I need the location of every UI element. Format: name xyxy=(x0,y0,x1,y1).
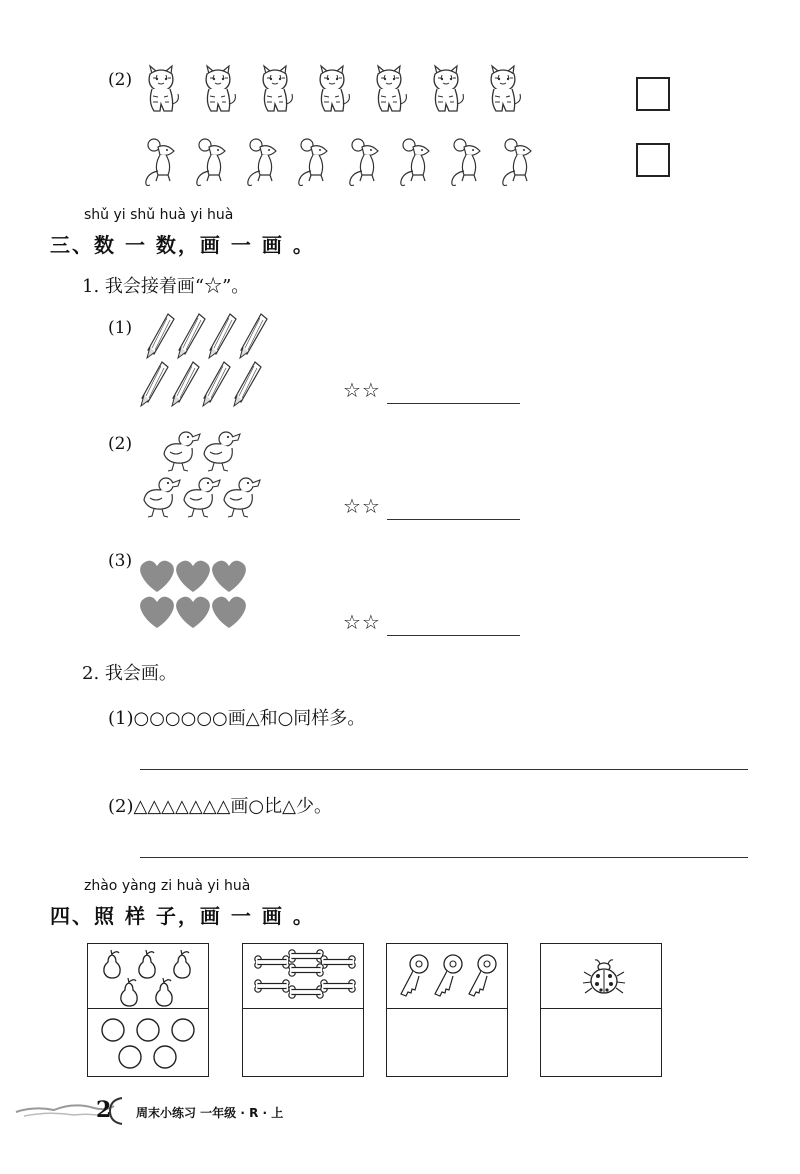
item1-label: (1) xyxy=(108,318,133,338)
ladybug-icon xyxy=(581,958,627,1002)
heart-icon xyxy=(212,561,246,592)
item3-stars: ☆☆ xyxy=(343,610,381,634)
key-group xyxy=(393,950,503,1006)
key-icon xyxy=(401,955,428,996)
tiger-count-box[interactable] xyxy=(636,77,670,111)
key-icon xyxy=(469,955,496,996)
mouse-row xyxy=(140,135,540,187)
mouse-icon xyxy=(452,139,480,186)
drawing-card-keys[interactable] xyxy=(386,943,508,1077)
comparison-label: (2) xyxy=(108,70,133,90)
tiger-icon xyxy=(320,66,349,111)
mouse-icon xyxy=(146,139,174,186)
tiger-icon xyxy=(491,66,520,111)
section3-pinyin: shǔ yi shǔ huà yi huà xyxy=(84,207,234,223)
duck-icon xyxy=(204,432,240,471)
task2-item1: (1)○○○○○○画△和○同样多。 xyxy=(108,708,366,729)
pear-icon xyxy=(156,978,172,1006)
pencil-icon xyxy=(203,362,230,406)
duck-icon xyxy=(164,432,200,471)
key-icon xyxy=(435,955,462,996)
duck-group xyxy=(140,428,270,528)
pencil-icon xyxy=(147,314,174,358)
heart-icon xyxy=(140,561,174,592)
bone-icon xyxy=(289,986,323,998)
heart-icon xyxy=(176,561,210,592)
section4-pinyin: zhào yàng zi huà yi huà xyxy=(84,878,251,894)
circle-shape xyxy=(137,1019,159,1041)
item2-label: (2) xyxy=(108,434,133,454)
tiger-icon xyxy=(377,66,406,111)
bone-icon xyxy=(289,950,323,962)
circle-shape xyxy=(172,1019,194,1041)
section4-title: 四、照 样 子，画 一 画 。 xyxy=(50,904,315,928)
mouse-icon xyxy=(248,139,276,186)
duck-icon xyxy=(224,478,260,517)
footer-decoration xyxy=(14,1096,134,1126)
tiger-icon xyxy=(149,66,178,111)
page-number: 2 xyxy=(96,1097,112,1123)
pear-icon xyxy=(174,950,190,978)
bone-group xyxy=(251,950,357,1006)
item2-answer-line[interactable] xyxy=(387,519,520,520)
pencil-icon xyxy=(141,362,168,406)
task2-item2: (2)△△△△△△△画○比△少。 xyxy=(108,796,332,817)
pear-icon xyxy=(104,950,120,978)
pear-group xyxy=(98,950,198,1006)
mouse-icon xyxy=(350,139,378,186)
drawing-card-bones[interactable] xyxy=(242,943,364,1077)
pencil-group xyxy=(140,312,280,412)
pear-icon xyxy=(139,950,155,978)
mouse-icon xyxy=(197,139,225,186)
bone-icon xyxy=(289,964,323,976)
item3-label: (3) xyxy=(108,551,133,571)
item3-answer-line[interactable] xyxy=(387,635,520,636)
pencil-icon xyxy=(240,314,267,358)
circle-shape xyxy=(102,1019,124,1041)
footer-text: 周末小练习 一年级 · R · 上 xyxy=(136,1106,284,1120)
circle-group xyxy=(98,1016,198,1074)
section3-title: 三、数 一 数，画 一 画 。 xyxy=(50,233,315,257)
heart-icon xyxy=(140,597,174,628)
task2-item1-answer-line[interactable] xyxy=(140,769,748,770)
item2-stars: ☆☆ xyxy=(343,494,381,518)
tiger-row xyxy=(140,62,540,118)
heart-icon xyxy=(212,597,246,628)
circle-shape xyxy=(119,1046,141,1068)
mouse-icon xyxy=(299,139,327,186)
bone-icon xyxy=(255,980,289,992)
pear-icon xyxy=(121,978,137,1006)
pencil-icon xyxy=(178,314,205,358)
example-card-pears xyxy=(87,943,209,1077)
bone-icon xyxy=(255,956,289,968)
item1-answer-line[interactable] xyxy=(387,403,520,404)
bone-icon xyxy=(321,980,355,992)
item1-stars: ☆☆ xyxy=(343,378,381,402)
duck-icon xyxy=(184,478,220,517)
circle-shape xyxy=(154,1046,176,1068)
heart-icon xyxy=(176,597,210,628)
mouse-icon xyxy=(401,139,429,186)
drawing-card-ladybug[interactable] xyxy=(540,943,662,1077)
pencil-icon xyxy=(209,314,236,358)
tiger-icon xyxy=(434,66,463,111)
tiger-icon xyxy=(206,66,235,111)
tiger-icon xyxy=(263,66,292,111)
mouse-icon xyxy=(503,139,531,186)
heart-group xyxy=(138,556,253,632)
task2-item2-answer-line[interactable] xyxy=(140,857,748,858)
mouse-count-box[interactable] xyxy=(636,143,670,177)
pencil-icon xyxy=(172,362,199,406)
pencil-icon xyxy=(234,362,261,406)
duck-icon xyxy=(144,478,180,517)
bone-icon xyxy=(321,956,355,968)
task1-instruction: 1. 我会接着画“☆”。 xyxy=(82,276,250,297)
task2-instruction: 2. 我会画。 xyxy=(82,663,177,684)
